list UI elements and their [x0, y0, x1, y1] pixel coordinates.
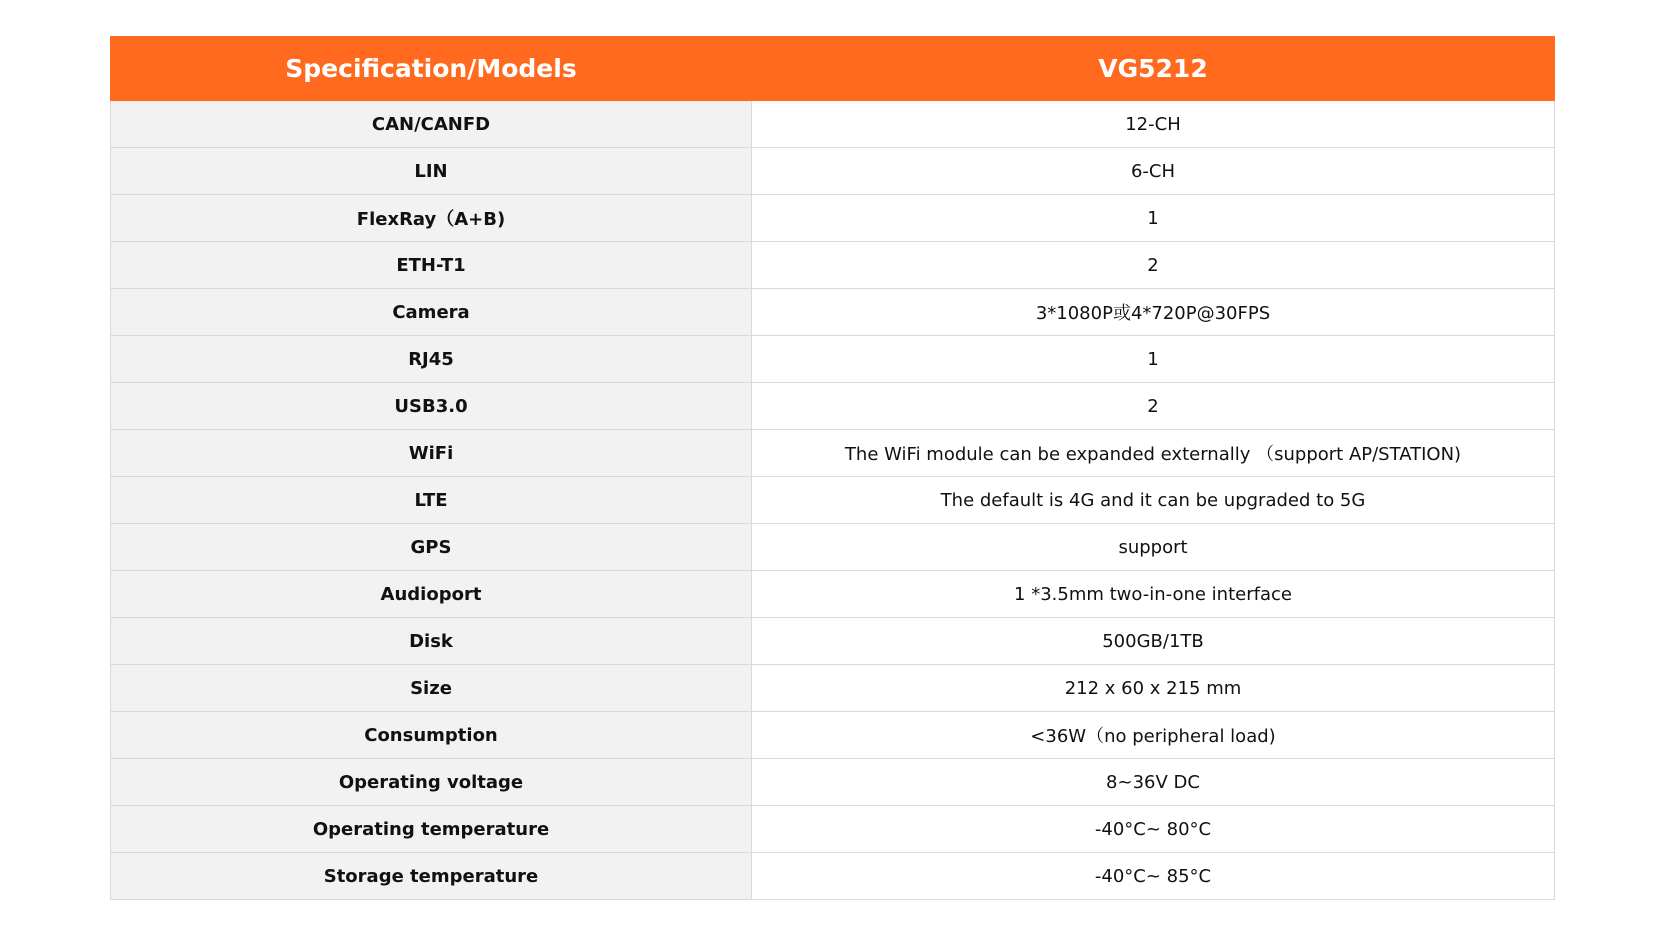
header-model-name: VG5212	[752, 37, 1555, 101]
spec-label: WiFi	[111, 430, 752, 477]
spec-value: 2	[752, 383, 1555, 430]
header-spec-models: Specification/Models	[111, 37, 752, 101]
spec-label: Camera	[111, 289, 752, 336]
spec-table	[110, 36, 1555, 900]
spec-label: Size	[111, 665, 752, 712]
table-row	[111, 430, 1555, 477]
spec-value: The WiFi module can be expanded externally （support AP/STATION)	[752, 430, 1555, 477]
spec-label: GPS	[111, 524, 752, 571]
table-row	[111, 195, 1555, 242]
spec-value: 8~36V DC	[752, 759, 1555, 806]
spec-value: 500GB/1TB	[752, 618, 1555, 665]
spec-value: <36W（no peripheral load)	[752, 712, 1555, 759]
table-row	[111, 383, 1555, 430]
table-row	[111, 336, 1555, 383]
spec-value: -40°C~ 85°C	[752, 853, 1555, 900]
spec-label: CAN/CANFD	[111, 101, 752, 148]
spec-value: 12-CH	[752, 101, 1555, 148]
spec-value: The default is 4G and it can be upgraded to 5G	[752, 477, 1555, 524]
spec-value: 1 *3.5mm two-in-one interface	[752, 571, 1555, 618]
table-row	[111, 571, 1555, 618]
table-row	[111, 712, 1555, 759]
spec-label: RJ45	[111, 336, 752, 383]
spec-label: Operating voltage	[111, 759, 752, 806]
table-row	[111, 524, 1555, 571]
spec-label: Consumption	[111, 712, 752, 759]
spec-value: 6-CH	[752, 148, 1555, 195]
spec-label: Storage temperature	[111, 853, 752, 900]
table-row	[111, 101, 1555, 148]
spec-value: 1	[752, 195, 1555, 242]
spec-value: -40°C~ 80°C	[752, 806, 1555, 853]
table-row	[111, 242, 1555, 289]
header-row	[111, 37, 1555, 101]
table-row	[111, 665, 1555, 712]
spec-label: ETH-T1	[111, 242, 752, 289]
spec-value: support	[752, 524, 1555, 571]
spec-value: 2	[752, 242, 1555, 289]
spec-value: 3*1080P或4*720P@30FPS	[752, 289, 1555, 336]
spec-label: FlexRay（A+B)	[111, 195, 752, 242]
table-row	[111, 806, 1555, 853]
spec-label: USB3.0	[111, 383, 752, 430]
spec-label: Disk	[111, 618, 752, 665]
table-row	[111, 289, 1555, 336]
table-body	[111, 101, 1555, 900]
table-header	[111, 37, 1555, 101]
spec-label: Audioport	[111, 571, 752, 618]
table-row	[111, 618, 1555, 665]
spec-value: 212 x 60 x 215 mm	[752, 665, 1555, 712]
table-row	[111, 148, 1555, 195]
spec-label: Operating temperature	[111, 806, 752, 853]
table-row	[111, 853, 1555, 900]
table-row	[111, 759, 1555, 806]
spec-value: 1	[752, 336, 1555, 383]
spec-label: LTE	[111, 477, 752, 524]
table-row	[111, 477, 1555, 524]
spec-label: LIN	[111, 148, 752, 195]
